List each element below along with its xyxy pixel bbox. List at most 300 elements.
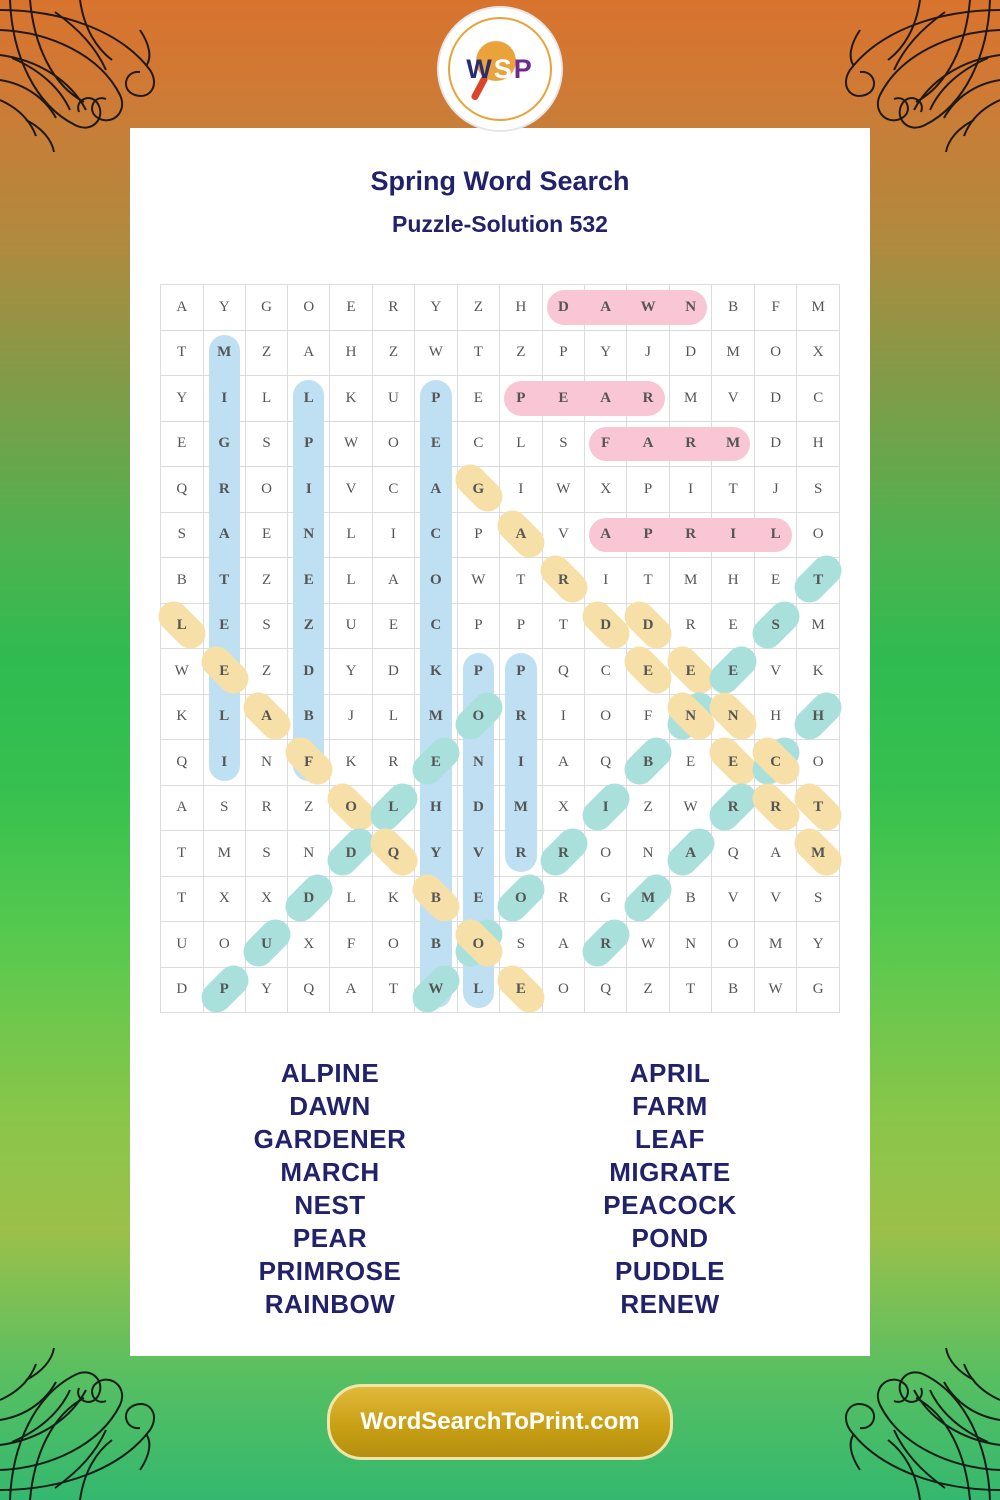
grid-cell — [585, 967, 627, 1013]
logo-letter-p: P — [513, 53, 534, 84]
grid-cell — [457, 603, 500, 649]
grid-letter: E — [219, 662, 230, 679]
grid-cell — [500, 785, 543, 831]
grid-letter: V — [770, 890, 782, 907]
grid-letter: N — [685, 708, 697, 725]
grid-letter: E — [558, 389, 569, 406]
grid-cell — [372, 649, 414, 695]
grid-row — [161, 831, 840, 877]
grid-letter: E — [771, 571, 781, 588]
grid-letter: K — [345, 753, 357, 770]
grid-cell — [246, 421, 288, 467]
grid-letter: R — [388, 298, 399, 315]
grid-cell — [330, 740, 373, 786]
grid-cell — [203, 694, 246, 740]
grid-letter: E — [728, 753, 739, 770]
grid-cell — [161, 967, 204, 1013]
footer-label: WordSearchToPrint.com — [360, 1408, 640, 1435]
grid-letter: K — [176, 708, 188, 725]
grid-letter: H — [812, 435, 824, 452]
grid-cell — [797, 285, 840, 331]
grid-letter: F — [601, 435, 611, 452]
grid-cell — [161, 694, 204, 740]
grid-cell — [203, 922, 246, 968]
grid-letter: T — [728, 480, 738, 497]
grid-cell — [288, 785, 330, 831]
grid-letter: O — [303, 298, 315, 315]
grid-letter: P — [516, 389, 526, 406]
grid-cell — [669, 649, 712, 695]
grid-cell — [542, 876, 585, 922]
grid-cell — [542, 831, 585, 877]
grid-letter: Q — [176, 753, 188, 770]
grid-cell — [542, 512, 585, 558]
grid-letter: V — [557, 526, 569, 543]
grid-letter: A — [176, 799, 188, 816]
grid-letter: A — [685, 844, 697, 861]
word-list — [180, 1057, 820, 1321]
grid-letter: E — [430, 435, 441, 452]
grid-letter: T — [388, 981, 399, 998]
grid-cell — [372, 740, 414, 786]
grid-row — [161, 967, 840, 1013]
word-list-item: GARDENER — [253, 1124, 407, 1154]
grid-cell — [669, 922, 712, 968]
grid-letter: M — [641, 890, 656, 907]
grid-cell — [500, 603, 543, 649]
grid-letter: X — [557, 799, 569, 816]
grid-cell — [712, 512, 755, 558]
grid-letter: Q — [727, 844, 739, 861]
grid-letter: T — [177, 844, 187, 861]
grid-letter: D — [642, 617, 654, 634]
grid-cell — [457, 740, 500, 786]
grid-cell — [288, 694, 330, 740]
grid-letter: A — [218, 526, 230, 543]
word-list-item: NEST — [294, 1190, 366, 1220]
grid-cell — [627, 558, 670, 604]
grid-row — [161, 603, 840, 649]
grid-cell — [203, 558, 246, 604]
word-list-item: ALPINE — [280, 1058, 380, 1088]
grid-cell — [372, 922, 414, 968]
grid-cell — [585, 330, 627, 376]
grid-cell — [203, 330, 246, 376]
grid-letter: D — [770, 435, 782, 452]
grid-letter: O — [600, 844, 612, 861]
grid-cell — [542, 558, 585, 604]
grid-cell — [712, 603, 755, 649]
grid-letter: Z — [304, 799, 314, 816]
grid-letter: R — [557, 571, 569, 588]
grid-cell — [669, 421, 712, 467]
grid-cell — [330, 876, 373, 922]
grid-letter: D — [472, 799, 484, 816]
grid-cell — [372, 467, 414, 513]
grid-cell — [754, 967, 797, 1013]
grid-letter: W — [556, 480, 571, 497]
grid-cell — [288, 603, 330, 649]
grid-cell — [754, 785, 797, 831]
grid-cell — [288, 330, 330, 376]
grid-letter: E — [346, 298, 356, 315]
grid-cell — [330, 376, 373, 422]
grid-letter: O — [388, 935, 399, 952]
grid-letter: A — [261, 708, 272, 725]
grid-letter: W — [683, 799, 698, 816]
grid-letter: S — [262, 617, 271, 634]
grid-letter: A — [557, 935, 569, 952]
grid-letter: W — [640, 298, 656, 315]
grid-letter: Q — [557, 662, 569, 679]
grid-letter: M — [217, 844, 231, 861]
grid-cell — [288, 649, 330, 695]
grid-cell — [797, 967, 840, 1013]
grid-cell — [500, 376, 543, 422]
grid-cell — [457, 649, 500, 695]
grid-letter: D — [557, 298, 569, 315]
grid-cell — [712, 649, 755, 695]
grid-letter: C — [430, 526, 442, 543]
grid-letter: I — [305, 480, 312, 497]
grid-cell — [797, 876, 840, 922]
grid-letter: E — [643, 662, 654, 679]
grid-cell — [161, 876, 204, 922]
grid-letter: O — [261, 480, 272, 497]
grid-cell — [797, 603, 840, 649]
grid-cell — [457, 785, 500, 831]
grid-letter: R — [261, 799, 272, 816]
grid-letter: L — [473, 981, 484, 998]
grid-cell — [500, 967, 543, 1013]
word-list-right — [520, 1057, 820, 1321]
grid-letter: O — [345, 799, 357, 816]
grid-letter: T — [516, 571, 526, 588]
grid-cell — [712, 376, 755, 422]
grid-cell — [415, 922, 458, 968]
grid-letter: F — [643, 708, 653, 725]
grid-letter: V — [472, 844, 484, 861]
grid-letter: E — [473, 389, 483, 406]
grid-cell — [712, 740, 755, 786]
grid-letter: C — [600, 662, 611, 679]
grid-letter: X — [218, 890, 230, 907]
grid-cell — [288, 740, 330, 786]
grid-letter: L — [176, 617, 187, 634]
grid-cell — [712, 285, 755, 331]
grid-letter: H — [770, 708, 782, 725]
grid-letter: P — [516, 662, 526, 679]
grid-cell — [754, 285, 797, 331]
grid-cell — [627, 876, 670, 922]
grid-letter: H — [345, 344, 357, 361]
grid-cell — [712, 558, 755, 604]
grid-letter: E — [430, 753, 441, 770]
grid-cell — [415, 330, 458, 376]
grid-letter: O — [600, 708, 612, 725]
grid-letter: K — [812, 662, 824, 679]
grid-cell — [330, 421, 373, 467]
grid-cell — [161, 467, 204, 513]
grid-letter: D — [303, 890, 315, 907]
grid-letter: R — [557, 844, 569, 861]
grid-cell — [457, 831, 500, 877]
grid-letter: S — [262, 435, 271, 452]
grid-letter: O — [770, 344, 782, 361]
word-list-item: POND — [631, 1223, 709, 1253]
grid-letter: L — [388, 708, 399, 725]
grid-cell — [500, 694, 543, 740]
grid-letter: X — [261, 890, 272, 907]
grid-letter: M — [683, 571, 698, 588]
grid-letter: U — [388, 389, 399, 406]
grid-cell — [585, 785, 627, 831]
grid-cell — [627, 649, 670, 695]
grid-letter: G — [218, 435, 231, 452]
grid-cell — [585, 603, 627, 649]
grid-cell — [203, 376, 246, 422]
grid-cell — [288, 421, 330, 467]
grid-row — [161, 512, 840, 558]
grid-letter: E — [388, 617, 399, 634]
grid-letter: V — [345, 480, 357, 497]
grid-letter: Y — [812, 935, 824, 952]
grid-letter: C — [388, 480, 399, 497]
grid-letter: F — [771, 298, 780, 315]
grid-cell — [754, 876, 797, 922]
grid-letter: B — [176, 571, 187, 588]
grid-cell — [246, 330, 288, 376]
grid-letter: I — [560, 708, 566, 725]
grid-letter: R — [218, 480, 230, 497]
grid-cell — [161, 603, 204, 649]
grid-letter: D — [345, 844, 357, 861]
grid-letter: N — [303, 526, 315, 543]
grid-letter: Z — [643, 981, 653, 998]
grid-cell — [542, 376, 585, 422]
page-title: Spring Word Search — [370, 166, 630, 196]
grid-cell — [203, 421, 246, 467]
grid-row — [161, 785, 840, 831]
grid-cell — [372, 330, 414, 376]
grid-letter: R — [558, 890, 569, 907]
grid-letter: O — [218, 935, 230, 952]
grid-cell — [797, 649, 840, 695]
grid-cell — [500, 831, 543, 877]
grid-cell — [585, 558, 627, 604]
grid-letter: M — [811, 298, 825, 315]
grid-cell — [797, 467, 840, 513]
grid-letter: E — [728, 662, 739, 679]
grid-cell — [161, 376, 204, 422]
logo-letter-w: W — [466, 53, 494, 84]
grid-cell — [161, 558, 204, 604]
footer-badge[interactable] — [327, 1384, 673, 1460]
grid-cell — [797, 740, 840, 786]
grid-cell — [415, 967, 458, 1013]
grid-cell — [246, 831, 288, 877]
grid-cell — [330, 649, 373, 695]
grid-cell — [457, 376, 500, 422]
grid-cell — [627, 285, 670, 331]
grid-cell — [203, 876, 246, 922]
grid-cell — [246, 967, 288, 1013]
grid-cell — [203, 285, 246, 331]
grid-letter: I — [688, 480, 694, 497]
grid-letter: V — [727, 890, 739, 907]
grid-cell — [754, 740, 797, 786]
word-list-item: PEAR — [292, 1223, 368, 1253]
grid-row — [161, 376, 840, 422]
grid-cell — [669, 740, 712, 786]
grid-cell — [797, 922, 840, 968]
grid-cell — [372, 785, 414, 831]
grid-cell — [627, 467, 670, 513]
grid-letter: Q — [600, 981, 612, 998]
grid-letter: B — [728, 298, 739, 315]
grid-cell — [457, 876, 500, 922]
grid-cell — [627, 967, 670, 1013]
grid-letter: U — [261, 935, 272, 952]
grid-cell — [457, 694, 500, 740]
grid-letter: W — [768, 981, 783, 998]
grid-cell — [712, 785, 755, 831]
grid-cell — [754, 922, 797, 968]
grid-letter: R — [600, 935, 612, 952]
grid-cell — [415, 421, 458, 467]
grid-cell — [542, 922, 585, 968]
grid-letter: V — [770, 662, 782, 679]
grid-cell — [203, 967, 246, 1013]
page-subtitle: Puzzle-Solution 532 — [392, 211, 608, 237]
grid-cell — [415, 694, 458, 740]
grid-cell — [712, 876, 755, 922]
grid-letter: W — [471, 571, 486, 588]
grid-letter: T — [177, 890, 187, 907]
grid-letter: I — [602, 799, 609, 816]
grid-cell — [330, 558, 373, 604]
grid-cell — [161, 785, 204, 831]
grid-letter: P — [474, 617, 483, 634]
grid-cell — [585, 285, 627, 331]
grid-letter: L — [770, 526, 781, 543]
grid-letter: Y — [176, 389, 188, 406]
grid-letter: S — [262, 844, 271, 861]
grid-cell — [161, 649, 204, 695]
grid-letter: I — [517, 753, 524, 770]
grid-cell — [288, 967, 330, 1013]
grid-cell — [330, 831, 373, 877]
grid-letter: A — [388, 571, 399, 588]
grid-letter: Q — [600, 753, 612, 770]
grid-row — [161, 558, 840, 604]
grid-letter: F — [304, 753, 314, 770]
grid-cell — [669, 603, 712, 649]
grid-cell — [415, 603, 458, 649]
grid-cell — [288, 512, 330, 558]
grid-letter: W — [428, 344, 443, 361]
grid-cell — [500, 421, 543, 467]
grid-letter: J — [772, 480, 779, 497]
grid-cell — [669, 876, 712, 922]
grid-cell — [500, 285, 543, 331]
grid-cell — [627, 330, 670, 376]
grid-letter: D — [388, 662, 399, 679]
grid-letter: B — [430, 935, 441, 952]
grid-letter: O — [812, 753, 824, 770]
grid-letter: M — [768, 935, 783, 952]
grid-letter: T — [813, 799, 824, 816]
grid-cell — [627, 922, 670, 968]
grid-letter: R — [388, 753, 399, 770]
grid-cell — [542, 967, 585, 1013]
word-list-item: LEAF — [635, 1124, 705, 1154]
grid-letter: E — [219, 617, 230, 634]
grid-cell — [542, 649, 585, 695]
grid-letter: G — [812, 981, 824, 998]
grid-letter: P — [516, 617, 526, 634]
grid-cell — [372, 831, 414, 877]
grid-letter: Y — [345, 662, 357, 679]
grid-cell — [542, 785, 585, 831]
grid-cell — [330, 694, 373, 740]
grid-cell — [669, 558, 712, 604]
grid-letter: C — [813, 389, 824, 406]
grid-cell — [797, 376, 840, 422]
grid-letter: Y — [261, 981, 272, 998]
grid-cell — [669, 376, 712, 422]
grid-row — [161, 922, 840, 968]
grid-cell — [754, 376, 797, 422]
grid-row — [161, 421, 840, 467]
grid-cell — [330, 330, 373, 376]
grid-cell — [754, 467, 797, 513]
grid-letter: P — [559, 344, 568, 361]
word-search-grid — [160, 284, 840, 1013]
grid-letter: E — [303, 571, 314, 588]
grid-letter: I — [390, 526, 396, 543]
grid-cell — [203, 831, 246, 877]
grid-cell — [372, 967, 414, 1013]
grid-letter: D — [770, 389, 782, 406]
grid-letter: O — [472, 935, 485, 952]
grid-letter: S — [771, 617, 780, 634]
grid-cell — [246, 649, 288, 695]
grid-letter: O — [472, 708, 485, 725]
grid-letter: M — [726, 344, 740, 361]
grid-cell — [203, 512, 246, 558]
grid-cell — [754, 330, 797, 376]
grid-letter: T — [177, 344, 187, 361]
grid-letter: A — [642, 435, 654, 452]
grid-cell — [372, 512, 414, 558]
grid-letter: R — [515, 708, 527, 725]
grid-letter: T — [686, 981, 696, 998]
grid-cell — [246, 694, 288, 740]
grid-cell — [627, 785, 670, 831]
grid-letter: H — [727, 571, 739, 588]
grid-cell — [585, 376, 627, 422]
grid-letter: X — [600, 480, 612, 497]
grid-letter: W — [343, 435, 359, 452]
grid-cell — [797, 330, 840, 376]
grid-cell — [372, 876, 414, 922]
grid-letter: I — [221, 389, 228, 406]
grid-letter: E — [728, 617, 738, 634]
grid-cell — [669, 285, 712, 331]
grid-cell — [288, 285, 330, 331]
grid-cell — [415, 740, 458, 786]
